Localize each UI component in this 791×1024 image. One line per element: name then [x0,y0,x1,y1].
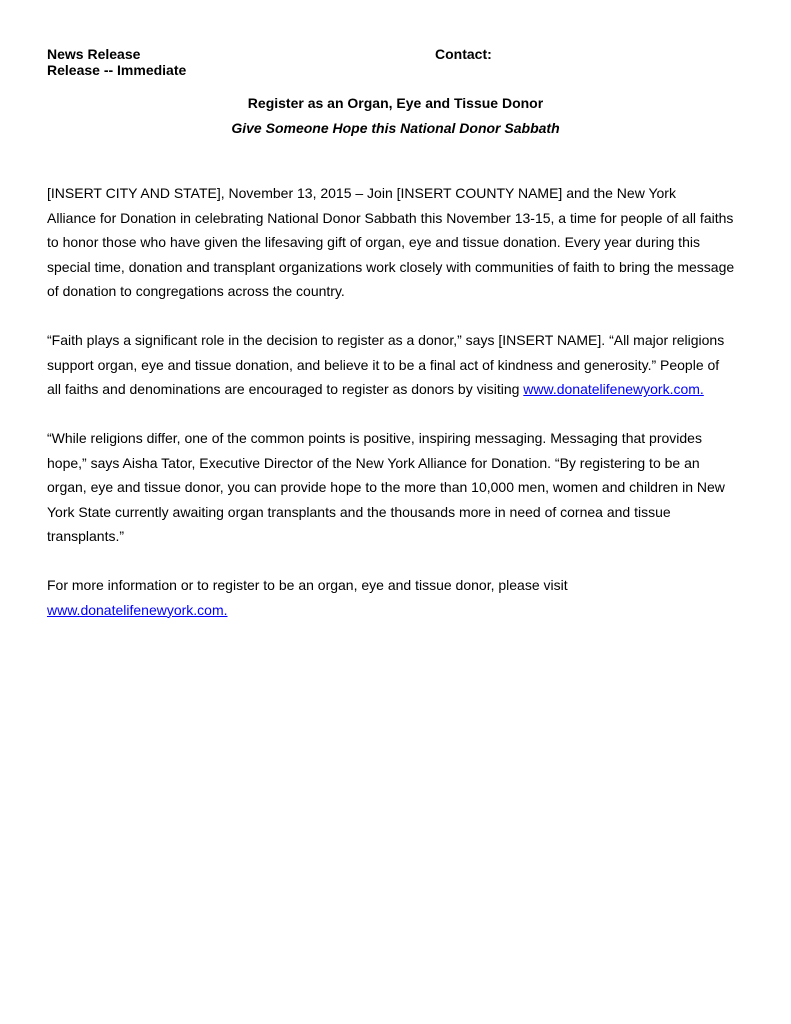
page-subtitle: Give Someone Hope this National Donor Sabbath [231,120,560,136]
donate-life-link[interactable]: www.donatelifenewyork.com. [523,381,704,398]
paragraph-line: to honor those who have given the lifesaving gift of organ, eye and tissue donation. Every year during this [47,234,700,251]
paragraph-line: “Faith plays a significant role in the decision to register as a donor,” says [INSERT NAME]. “All major religions [47,332,725,348]
paragraph-line: [INSERT CITY AND STATE], November 13, 2015 – Join [INSERT COUNTY NAME] and the New York [47,185,676,201]
contact-label: Contact: [435,46,492,62]
paragraph-director-quote [47,426,767,549]
release-header [47,46,186,78]
paragraph-line-text: all faiths and denominations are encouraged to register as donors by visiting [47,381,524,398]
page-title: Register as an Organ, Eye and Tissue Donor [247,95,544,111]
paragraph-line: York State currently awaiting organ transplants and the thousands more in need of cornea and tissue [47,503,671,520]
paragraph-faith-quote [47,328,767,402]
paragraph-line: support organ, eye and tissue donation, and believe it to be a final act of kindness and generosity.” People of [47,356,720,373]
release-immediate-label: Release -- Immediate [47,62,187,78]
paragraph-line: For more information or to register to be an organ, eye and tissue donor, please visit [47,577,568,593]
donate-life-link-footer[interactable]: www.donatelifenewyork.com. [47,601,228,618]
paragraph-intro [47,181,767,304]
paragraph-line: special time, donation and transplant organizations work closely with communities of faith to bring the message [47,258,735,275]
paragraph-more-info [47,573,767,622]
paragraph-line: hope,” says Aisha Tator, Executive Director of the New York Alliance for Donation. “By registering to be an [47,454,700,471]
paragraph-line: organ, eye and tissue donor, you can provide hope to the more than 10,000 men, women and children in New [47,479,725,496]
paragraph-line: Alliance for Donation in celebrating National Donor Sabbath this November 13-15, a time for people of all faiths [47,209,734,226]
paragraph-line: transplants.” [47,528,125,545]
paragraph-line [47,377,767,402]
paragraph-line [47,598,767,623]
paragraph-line: of donation to congregations across the country. [47,283,345,300]
paragraph-line: “While religions differ, one of the common points is positive, inspiring messaging. Messaging that provides [47,430,702,446]
news-release-label: News Release [47,46,141,62]
